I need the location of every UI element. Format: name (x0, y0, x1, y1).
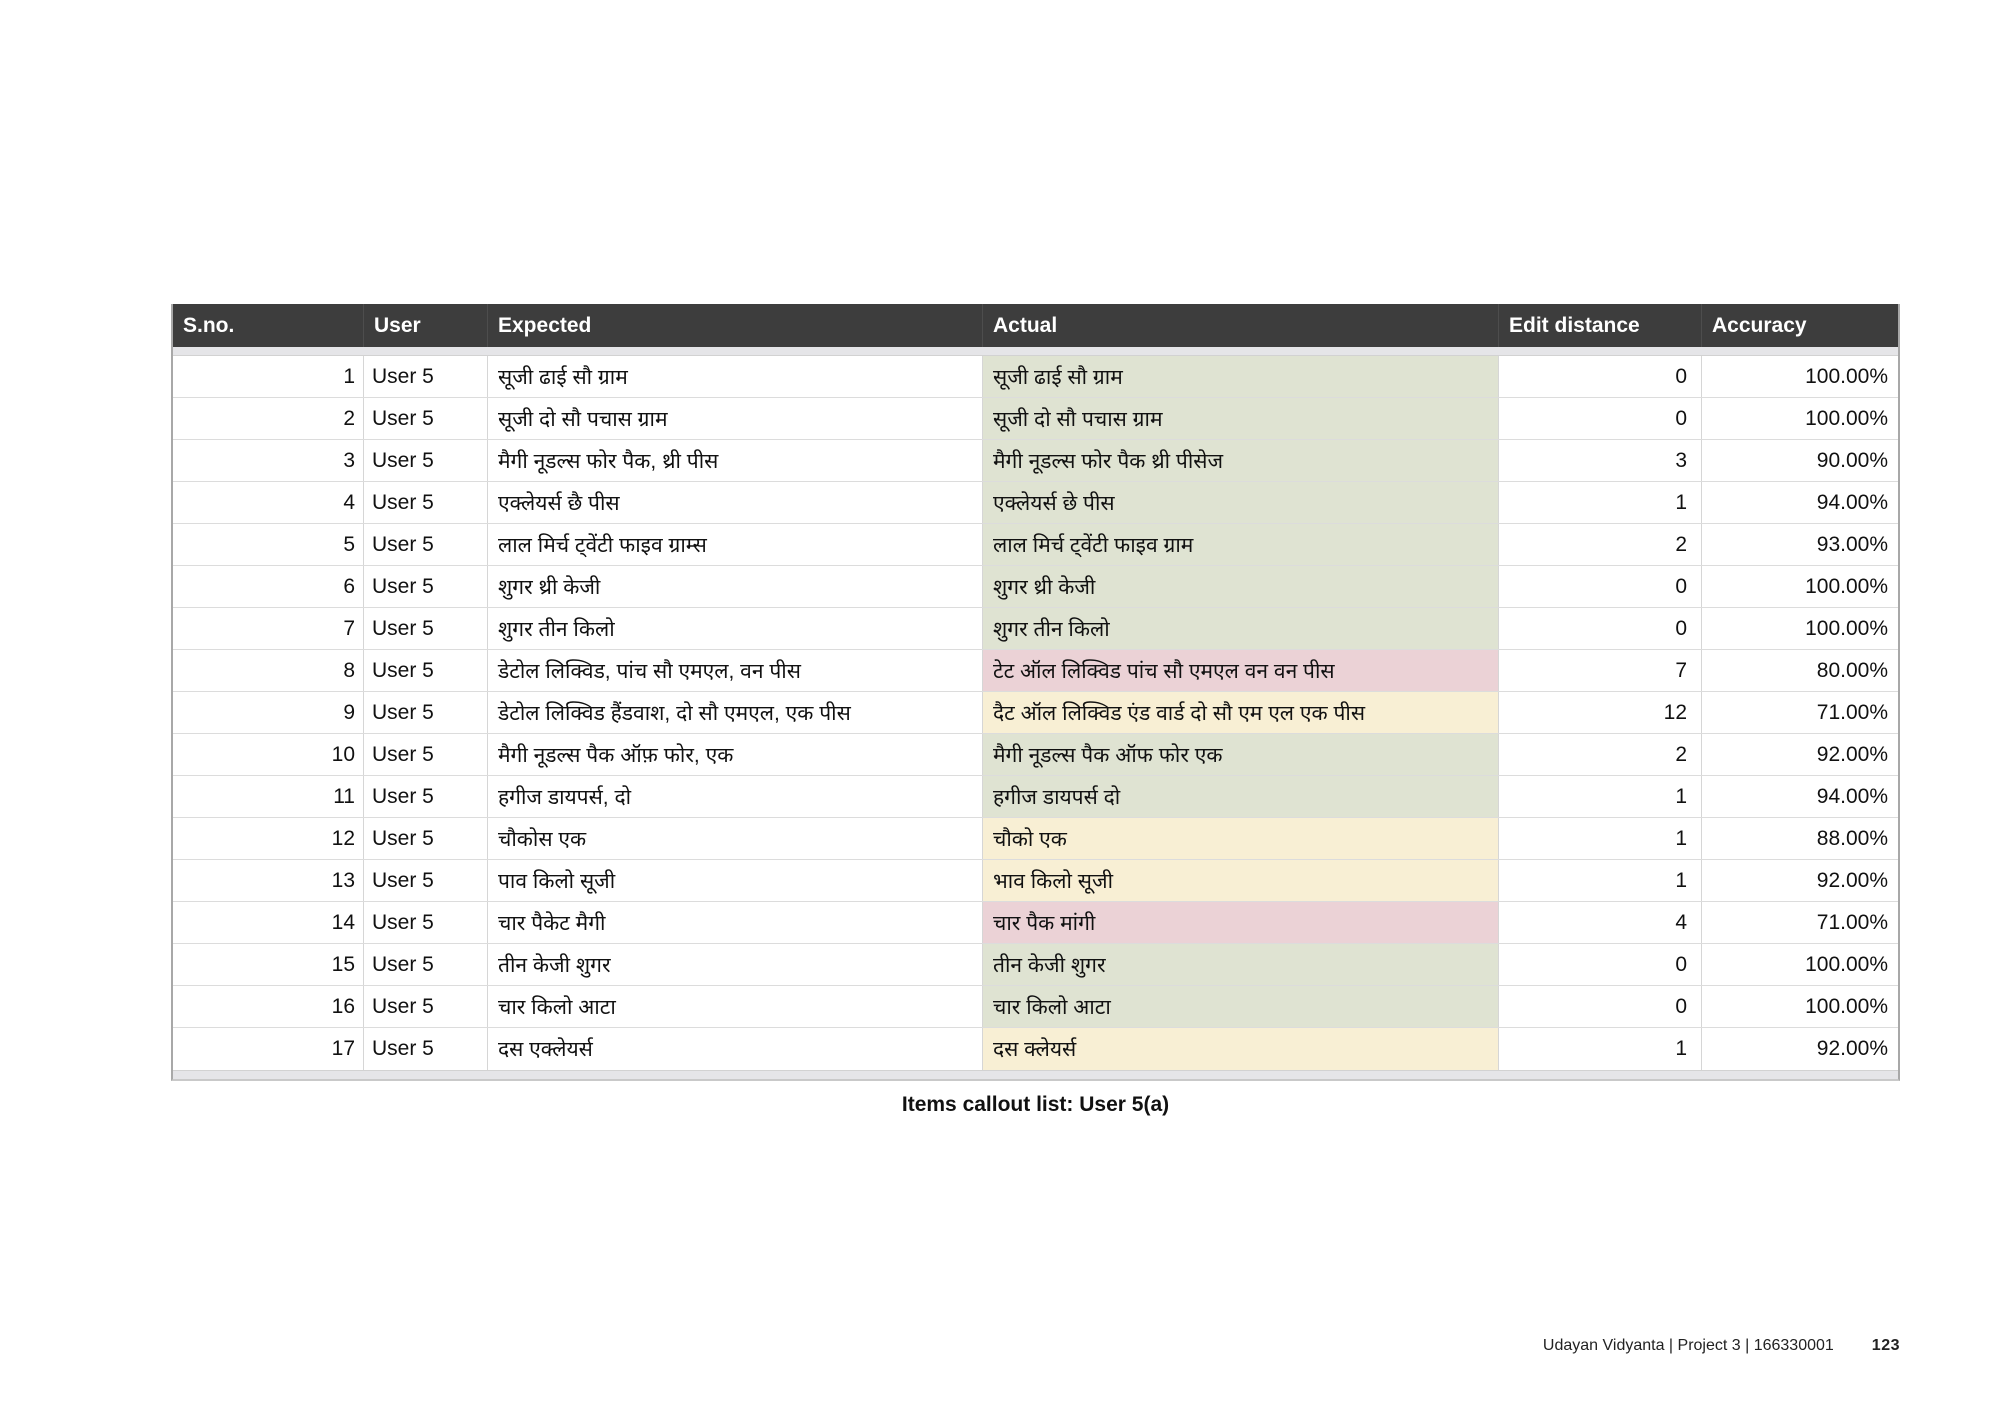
table-row (173, 608, 1898, 650)
cell-user: User 5 (364, 860, 488, 901)
cell-expected: डेटोल लिक्विड हैंडवाश, दो सौ एमएल, एक पीस (488, 692, 983, 733)
cell-edit-distance: 7 (1499, 650, 1702, 691)
cell-accuracy: 100.00% (1805, 616, 1888, 640)
table-row (173, 734, 1898, 776)
cell-expected: सूजी ढाई सौ ग्राम (488, 356, 983, 397)
cell-expected: शुगर थ्री केजी (488, 566, 983, 607)
table-row (173, 650, 1898, 692)
cell-sno: 17 (173, 1028, 364, 1070)
cell-expected: डेटोल लिक्विड, पांच सौ एमएल, वन पीस (488, 650, 983, 691)
table-row (173, 860, 1898, 902)
cell-accuracy: 92.00% (1816, 742, 1888, 766)
cell-actual: सूजी ढाई सौ ग्राम (983, 356, 1499, 397)
cell-expected: सूजी दो सौ पचास ग्राम (488, 398, 983, 439)
cell-sno: 4 (173, 482, 364, 523)
cell-user: User 5 (364, 734, 488, 775)
table-header-row (173, 304, 1898, 347)
cell-accuracy: 90.00% (1816, 448, 1888, 472)
cell-expected: तीन केजी शुगर (488, 944, 983, 985)
cell-edit-distance: 12 (1499, 692, 1702, 733)
cell-actual: टेट ऑल लिक्विड पांच सौ एमएल वन वन पीस (983, 650, 1499, 691)
cell-actual: चार पैक मांगी (983, 902, 1499, 943)
column-header-expected: Expected (488, 304, 983, 347)
cell-edit-distance: 0 (1499, 398, 1702, 439)
table-row (173, 986, 1898, 1028)
results-table (171, 304, 1900, 1081)
cell-sno: 7 (173, 608, 364, 649)
table-row (173, 482, 1898, 524)
cell-sno: 11 (173, 776, 364, 817)
cell-user: User 5 (364, 566, 488, 607)
cell-edit-distance: 0 (1499, 986, 1702, 1027)
cell-edit-distance: 4 (1499, 902, 1702, 943)
footer-credit: Udayan Vidyanta | Project 3 | 166330001 (1542, 1337, 1834, 1354)
cell-sno: 1 (173, 356, 364, 397)
cell-edit-distance: 0 (1499, 356, 1702, 397)
table-row (173, 566, 1898, 608)
cell-sno: 15 (173, 944, 364, 985)
table-row (173, 818, 1898, 860)
cell-user: User 5 (364, 944, 488, 985)
cell-sno: 5 (173, 524, 364, 565)
cell-edit-distance: 1 (1499, 818, 1702, 859)
cell-accuracy: 94.00% (1816, 490, 1888, 514)
cell-user: User 5 (364, 482, 488, 523)
cell-user: User 5 (364, 818, 488, 859)
cell-user: User 5 (364, 608, 488, 649)
cell-accuracy: 92.00% (1816, 868, 1888, 892)
cell-accuracy: 93.00% (1816, 532, 1888, 556)
cell-user: User 5 (364, 524, 488, 565)
cell-user: User 5 (364, 440, 488, 481)
cell-edit-distance: 0 (1499, 566, 1702, 607)
table-row (173, 944, 1898, 986)
cell-accuracy: 100.00% (1805, 364, 1888, 388)
cell-expected: मैगी नूडल्स पैक ऑफ़ फोर, एक (488, 734, 983, 775)
cell-user: User 5 (364, 692, 488, 733)
cell-edit-distance: 0 (1499, 608, 1702, 649)
table-row (173, 356, 1898, 398)
table-body (173, 356, 1898, 1070)
cell-user: User 5 (364, 776, 488, 817)
table-caption: Items callout list: User 5(a) (901, 1093, 1170, 1116)
column-header-sno: S.no. (173, 304, 364, 347)
cell-sno: 2 (173, 398, 364, 439)
cell-actual: चौको एक (983, 818, 1499, 859)
cell-sno: 3 (173, 440, 364, 481)
cell-accuracy: 100.00% (1805, 406, 1888, 430)
cell-user: User 5 (364, 986, 488, 1027)
cell-expected: शुगर तीन किलो (488, 608, 983, 649)
cell-accuracy: 100.00% (1805, 952, 1888, 976)
cell-edit-distance: 1 (1499, 776, 1702, 817)
table-row (173, 398, 1898, 440)
cell-accuracy: 80.00% (1816, 658, 1888, 682)
cell-sno: 9 (173, 692, 364, 733)
cell-expected: लाल मिर्च ट्वेंटी फाइव ग्राम्स (488, 524, 983, 565)
cell-expected: चार पैकेट मैगी (488, 902, 983, 943)
cell-accuracy: 71.00% (1816, 700, 1888, 724)
cell-actual: दस क्लेयर्स (983, 1028, 1499, 1070)
cell-user: User 5 (364, 650, 488, 691)
cell-actual: लाल मिर्च ट्वेंटी फाइव ग्राम (983, 524, 1499, 565)
cell-edit-distance: 1 (1499, 1028, 1702, 1070)
cell-user: User 5 (364, 398, 488, 439)
table-row (173, 902, 1898, 944)
cell-actual: हगीज डायपर्स दो (983, 776, 1499, 817)
cell-actual: एक्लेयर्स छे पीस (983, 482, 1499, 523)
cell-actual: सूजी दो सौ पचास ग्राम (983, 398, 1499, 439)
cell-accuracy: 88.00% (1816, 826, 1888, 850)
cell-sno: 16 (173, 986, 364, 1027)
page-footer (1543, 1337, 1900, 1355)
cell-actual: शुगर थ्री केजी (983, 566, 1499, 607)
cell-expected: चौकोस एक (488, 818, 983, 859)
cell-sno: 6 (173, 566, 364, 607)
table-row (173, 1028, 1898, 1070)
cell-actual: चार किलो आटा (983, 986, 1499, 1027)
cell-sno: 10 (173, 734, 364, 775)
table-row (173, 776, 1898, 818)
footer-spacer-strip (173, 1070, 1898, 1079)
cell-actual: मैगी नूडल्स पैक ऑफ फोर एक (983, 734, 1499, 775)
column-header-actual: Actual (983, 304, 1499, 347)
cell-user: User 5 (364, 1028, 488, 1070)
cell-actual: दैट ऑल लिक्विड एंड वार्ड दो सौ एम एल एक पीस (983, 692, 1499, 733)
cell-edit-distance: 0 (1499, 944, 1702, 985)
cell-user: User 5 (364, 356, 488, 397)
cell-actual: शुगर तीन किलो (983, 608, 1499, 649)
cell-sno: 12 (173, 818, 364, 859)
cell-expected: एक्लेयर्स छै पीस (488, 482, 983, 523)
cell-accuracy: 94.00% (1816, 784, 1888, 808)
cell-expected: मैगी नूडल्स फोर पैक, थ्री पीस (488, 440, 983, 481)
cell-actual: मैगी नूडल्स फोर पैक थ्री पीसेज (983, 440, 1499, 481)
cell-sno: 14 (173, 902, 364, 943)
cell-expected: पाव किलो सूजी (488, 860, 983, 901)
cell-actual: तीन केजी शुगर (983, 944, 1499, 985)
cell-user: User 5 (364, 902, 488, 943)
cell-accuracy: 100.00% (1805, 994, 1888, 1018)
cell-edit-distance: 2 (1499, 524, 1702, 565)
table-row (173, 440, 1898, 482)
column-header-accuracy: Accuracy (1712, 313, 1807, 337)
cell-expected: चार किलो आटा (488, 986, 983, 1027)
column-header-user: User (364, 304, 488, 347)
header-spacer-strip (173, 347, 1898, 356)
cell-accuracy: 71.00% (1816, 910, 1888, 934)
cell-accuracy: 100.00% (1805, 574, 1888, 598)
cell-expected: हगीज डायपर्स, दो (488, 776, 983, 817)
table-row (173, 524, 1898, 566)
cell-actual: भाव किलो सूजी (983, 860, 1499, 901)
cell-edit-distance: 1 (1499, 482, 1702, 523)
cell-edit-distance: 2 (1499, 734, 1702, 775)
footer-page-number: 123 (1871, 1337, 1900, 1354)
cell-edit-distance: 1 (1499, 860, 1702, 901)
cell-sno: 13 (173, 860, 364, 901)
cell-sno: 8 (173, 650, 364, 691)
cell-edit-distance: 3 (1499, 440, 1702, 481)
table-row (173, 692, 1898, 734)
cell-expected: दस एक्लेयर्स (488, 1028, 983, 1070)
column-header-edit-distance: Edit distance (1499, 304, 1702, 347)
cell-accuracy: 92.00% (1816, 1037, 1888, 1060)
